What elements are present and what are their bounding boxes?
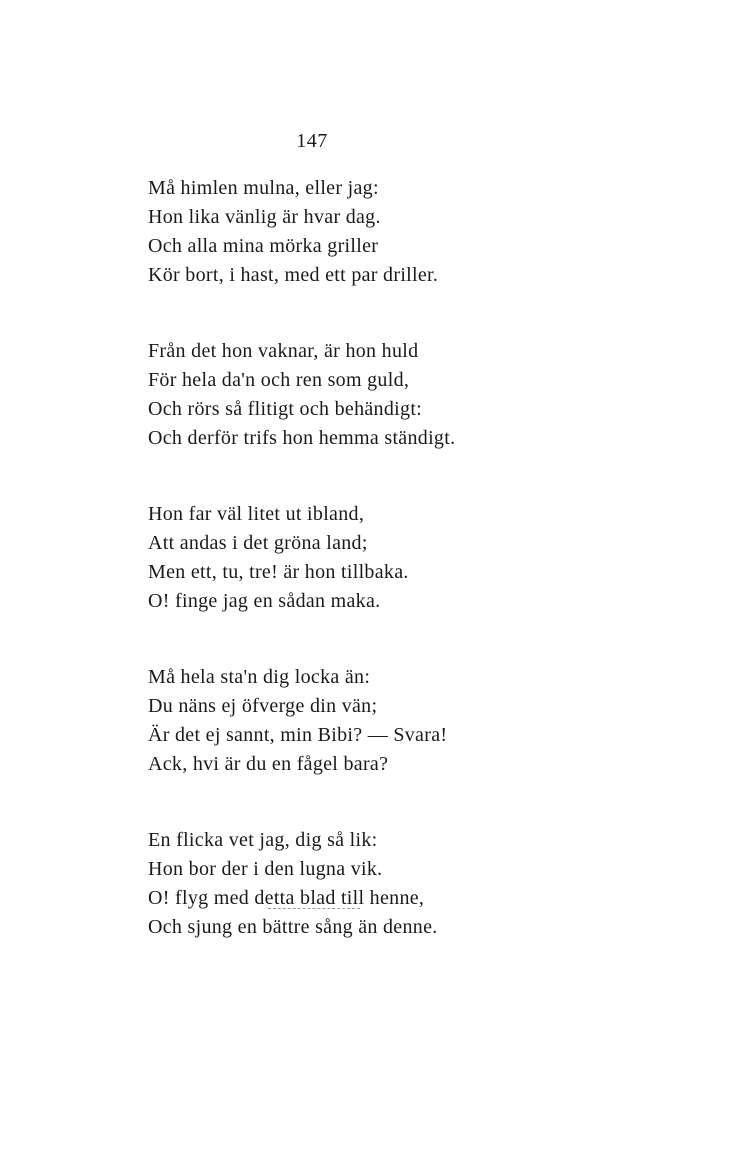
poem-line: Och alla mina mörka griller — [148, 235, 379, 257]
stanza-3 — [148, 500, 568, 616]
poem-line: Och rörs så flitigt och behändigt: — [148, 398, 423, 420]
end-rule-divider — [268, 908, 360, 909]
poem-line: Må himlen mulna, eller jag: — [148, 177, 379, 199]
poem-line: Är det ej sannt, min Bibi? — Svara! — [148, 724, 448, 746]
poem-line: Ack, hvi är du en fågel bara? — [148, 753, 389, 775]
stanza-4 — [148, 663, 568, 779]
poem-line: Från det hon vaknar, är hon huld — [148, 340, 419, 362]
poem-line: Och derför trifs hon hemma ständigt. — [148, 427, 456, 449]
stanza-5 — [148, 826, 568, 942]
poem-line: Kör bort, i hast, med ett par driller. — [148, 264, 439, 286]
poem — [148, 174, 568, 989]
stanza-2 — [148, 337, 568, 453]
stanza-1 — [148, 174, 568, 290]
page-number: 147 — [296, 130, 328, 152]
poem-line: Att andas i det gröna land; — [148, 532, 368, 554]
poem-line: Men ett, tu, tre! är hon tillbaka. — [148, 561, 409, 583]
poem-line: Hon lika vänlig är hvar dag. — [148, 206, 381, 228]
poem-line: Må hela sta'n dig locka än: — [148, 666, 371, 688]
poem-line: Hon bor der i den lugna vik. — [148, 858, 383, 880]
poem-line: Du näns ej öfverge din vän; — [148, 695, 378, 717]
poem-line: Hon far väl litet ut ibland, — [148, 503, 365, 525]
poem-line: Och sjung en bättre sång än denne. — [148, 916, 438, 938]
poem-line: O! flyg med detta blad till henne, — [148, 887, 425, 909]
poem-line: För hela da'n och ren som guld, — [148, 369, 410, 391]
poem-line: En flicka vet jag, dig så lik: — [148, 829, 378, 851]
poem-line: O! finge jag en sådan maka. — [148, 590, 381, 612]
